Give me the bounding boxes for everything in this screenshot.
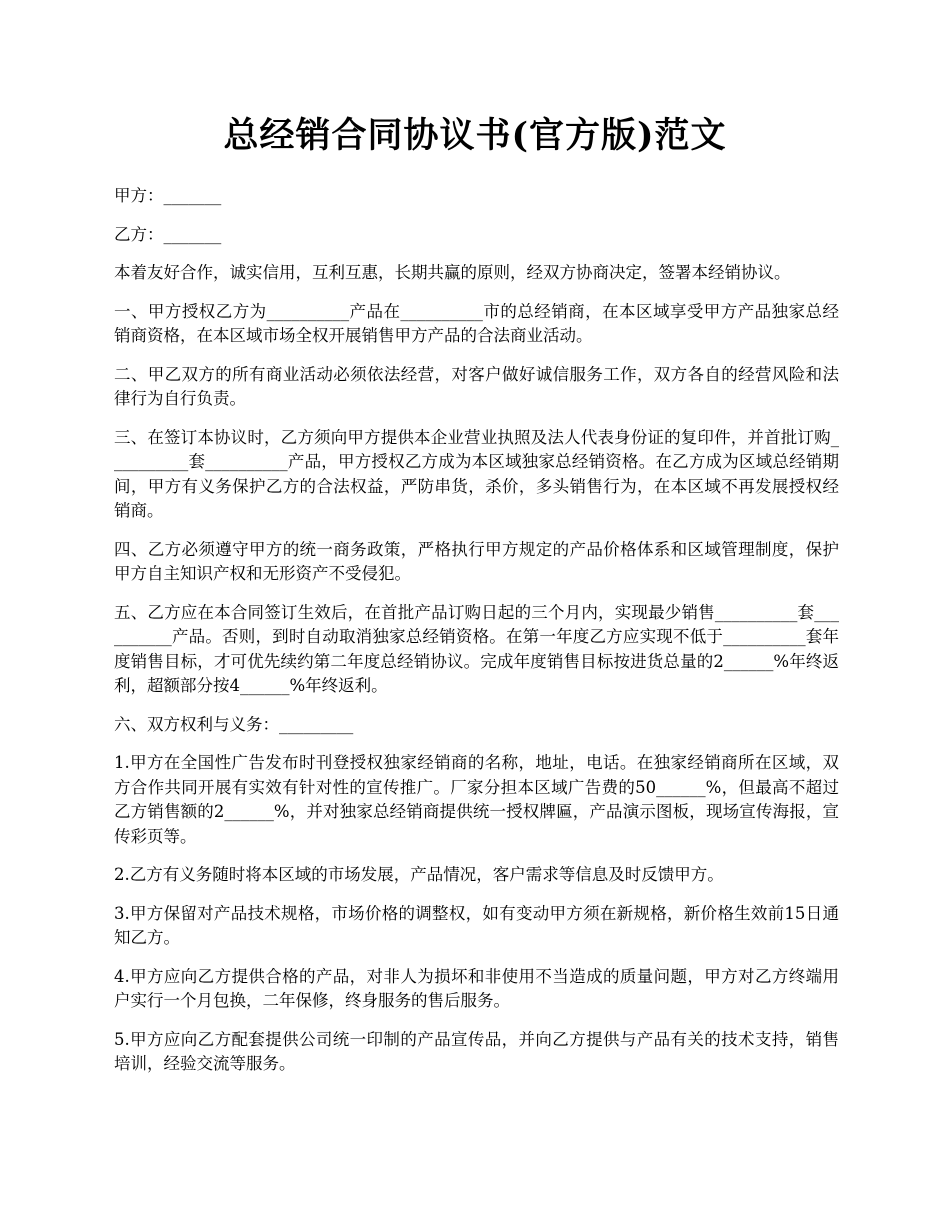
clause-6-heading: 六、双方权利与义务：_________ bbox=[114, 714, 354, 734]
clause-3-paragraph: 三、在签订本协议时，乙方须向甲方提供本企业营业执照及法人代表身份证的复印件，并首批订购__________套__________产品，甲方授权乙方成为本区域独家总经销资格。在乙方成为区域总经销期间，甲方有义务保护乙方的合法权益，严防串货，杀价，多头销售行为，在本区域不再发展授权经销商。 bbox=[114, 427, 839, 520]
document-body bbox=[114, 184, 839, 1091]
clause-2-paragraph: 二、甲乙双方的所有商业活动必须依法经营，对客户做好诚信服务工作，双方各自的经营风险和法律行为自行负责。 bbox=[114, 364, 839, 408]
rights-item-1: 1.甲方在全国性广告发布时刊登授权独家经销商的名称，地址，电话。在独家经销商所在区域，双方合作共同开展有实效有针对性的宣传推广。厂家分担本区域广告费的50______%，但最高不超过乙方销售额的2______%，并对独家总经销商提供统一授权牌匾，产品演示图板，现场宣传海报，宣传彩页等。 bbox=[114, 753, 839, 846]
party-a-line: 甲方：_______ bbox=[114, 186, 222, 205]
rights-item-2: 2.乙方有义务随时将本区域的市场发展，产品情况，客户需求等信息及时反馈甲方。 bbox=[114, 865, 724, 884]
rights-item-5: 5.甲方应向乙方配套提供公司统一印制的产品宣传品，并向乙方提供与产品有关的技术支持，销售培训，经验交流等服务。 bbox=[114, 1029, 839, 1073]
party-b-line: 乙方：_______ bbox=[114, 224, 222, 244]
clause-1-paragraph: 一、甲方授权乙方为__________产品在__________市的总经销商，在本区域享受甲方产品独家总经销商资格，在本区域市场全权开展销售甲方产品的合法商业活动。 bbox=[114, 301, 839, 345]
clause-4-paragraph: 四、乙方必须遵守甲方的统一商务政策，严格执行甲方规定的产品价格体系和区域管理制度，保护甲方自主知识产权和无形资产不受侵犯。 bbox=[114, 539, 839, 583]
document-title: 总经销合同协议书(官方版)范文 bbox=[223, 115, 727, 156]
rights-item-4: 4.甲方应向乙方提供合格的产品，对非人为损坏和非使用不当造成的质量问题，甲方对乙方终端用户实行一个月包换，二年保修，终身服务的售后服务。 bbox=[114, 966, 839, 1010]
clause-5-paragraph: 五、乙方应在本合同签订生效后，在首批产品订购日起的三个月内，实现最少销售__________套__________产品。否则，到时自动取消独家总经销资格。在第一年度乙方应实现不低于__________套年度销售目标，才可优先续约第二年度总经销协议。完成年度销售目标按进货总量的2______%年终返利，超额部分按4______%年终返利。 bbox=[114, 602, 839, 695]
preamble-paragraph: 本着友好合作，诚实信用，互利互惠，长期共赢的原则，经双方协商决定，签署本经销协议。 bbox=[114, 263, 791, 282]
rights-item-3: 3.甲方保留对产品技术规格，市场价格的调整权，如有变动甲方须在新规格，新价格生效前15日通知乙方。 bbox=[114, 903, 839, 947]
